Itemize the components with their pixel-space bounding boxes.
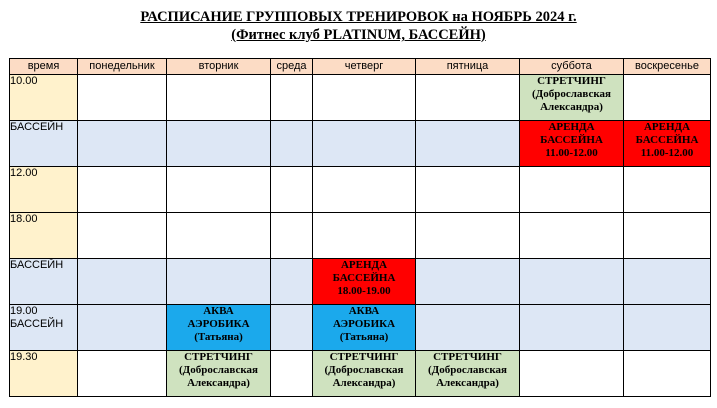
schedule-cell (624, 351, 711, 397)
pool-rental-saturday: АРЕНДА БАССЕЙНА 11.00-12.00 (520, 121, 624, 167)
schedule-cell (78, 75, 167, 121)
header-row (10, 59, 711, 75)
page-subtitle: (Фитнес клуб PLATINUM, БАССЕЙН) (231, 27, 486, 43)
schedule-cell (167, 213, 271, 259)
time-cell: 19.30 (10, 351, 78, 397)
schedule-cell (271, 75, 313, 121)
table-row (10, 121, 711, 167)
schedule-cell (313, 121, 416, 167)
stretching-class-friday: СТРЕТЧИНГ (Доброславская Александра) (416, 351, 520, 397)
time-cell: 19.00 БАССЕЙН (10, 305, 78, 351)
schedule-cell (520, 213, 624, 259)
table-row (10, 351, 711, 397)
table-row (10, 75, 711, 121)
schedule-cell (271, 351, 313, 397)
table-row (10, 213, 711, 259)
time-cell: 10.00 (10, 75, 78, 121)
pool-rental-sunday: АРЕНДА БАССЕЙНА 11.00-12.00 (624, 121, 711, 167)
schedule-cell (271, 167, 313, 213)
schedule-cell (624, 305, 711, 351)
schedule-cell (78, 167, 167, 213)
schedule-cell (416, 121, 520, 167)
pool-rental-thursday: АРЕНДА БАССЕЙНА 18.00-19.00 (313, 259, 416, 305)
column-header-sunday: воскресенье (624, 59, 711, 75)
column-header-thursday: четверг (313, 59, 416, 75)
schedule-cell (416, 75, 520, 121)
table-row (10, 305, 711, 351)
table-row (10, 259, 711, 305)
aqua-aerobics-thursday: АКВА АЭРОБИКА (Татьяна) (313, 305, 416, 351)
schedule-cell (271, 121, 313, 167)
schedule-cell (313, 75, 416, 121)
schedule-cell (271, 213, 313, 259)
schedule-cell (313, 213, 416, 259)
stretching-class-thursday: СТРЕТЧИНГ (Доброславская Александра) (313, 351, 416, 397)
stretching-class-tuesday: СТРЕТЧИНГ (Доброславская Александра) (167, 351, 271, 397)
schedule-cell (167, 75, 271, 121)
schedule-cell (416, 259, 520, 305)
column-header-monday: понедельник (78, 59, 167, 75)
page-title: РАСПИСАНИЕ ГРУППОВЫХ ТРЕНИРОВОК на НОЯБРЬ 2024 г. (140, 9, 577, 25)
schedule-cell (624, 75, 711, 121)
schedule-table (9, 58, 711, 397)
time-cell: БАССЕЙН (10, 259, 78, 305)
column-header-time: время (10, 59, 78, 75)
schedule-cell (271, 305, 313, 351)
schedule-cell (624, 213, 711, 259)
time-cell: БАССЕЙН (10, 121, 78, 167)
schedule-cell (624, 167, 711, 213)
schedule-cell (520, 305, 624, 351)
schedule-cell (167, 167, 271, 213)
column-header-wednesday: среда (271, 59, 313, 75)
column-header-tuesday: вторник (167, 59, 271, 75)
schedule-cell (78, 351, 167, 397)
schedule-cell (624, 259, 711, 305)
column-header-friday: пятница (416, 59, 520, 75)
schedule-cell (416, 213, 520, 259)
schedule-cell (271, 259, 313, 305)
schedule-cell (78, 121, 167, 167)
schedule-cell (416, 167, 520, 213)
schedule-cell (78, 305, 167, 351)
time-cell: 18.00 (10, 213, 78, 259)
schedule-cell (520, 167, 624, 213)
schedule-cell (416, 305, 520, 351)
schedule-cell (167, 121, 271, 167)
stretching-class-saturday: СТРЕТЧИНГ (Доброславская Александра) (520, 75, 624, 121)
column-header-saturday: суббота (520, 59, 624, 75)
aqua-aerobics-tuesday: АКВА АЭРОБИКА (Татьяна) (167, 305, 271, 351)
schedule-cell (520, 259, 624, 305)
table-row (10, 167, 711, 213)
schedule-cell (78, 259, 167, 305)
schedule-cell (167, 259, 271, 305)
schedule-cell (313, 167, 416, 213)
schedule-cell (520, 351, 624, 397)
schedule-cell (78, 213, 167, 259)
time-cell: 12.00 (10, 167, 78, 213)
